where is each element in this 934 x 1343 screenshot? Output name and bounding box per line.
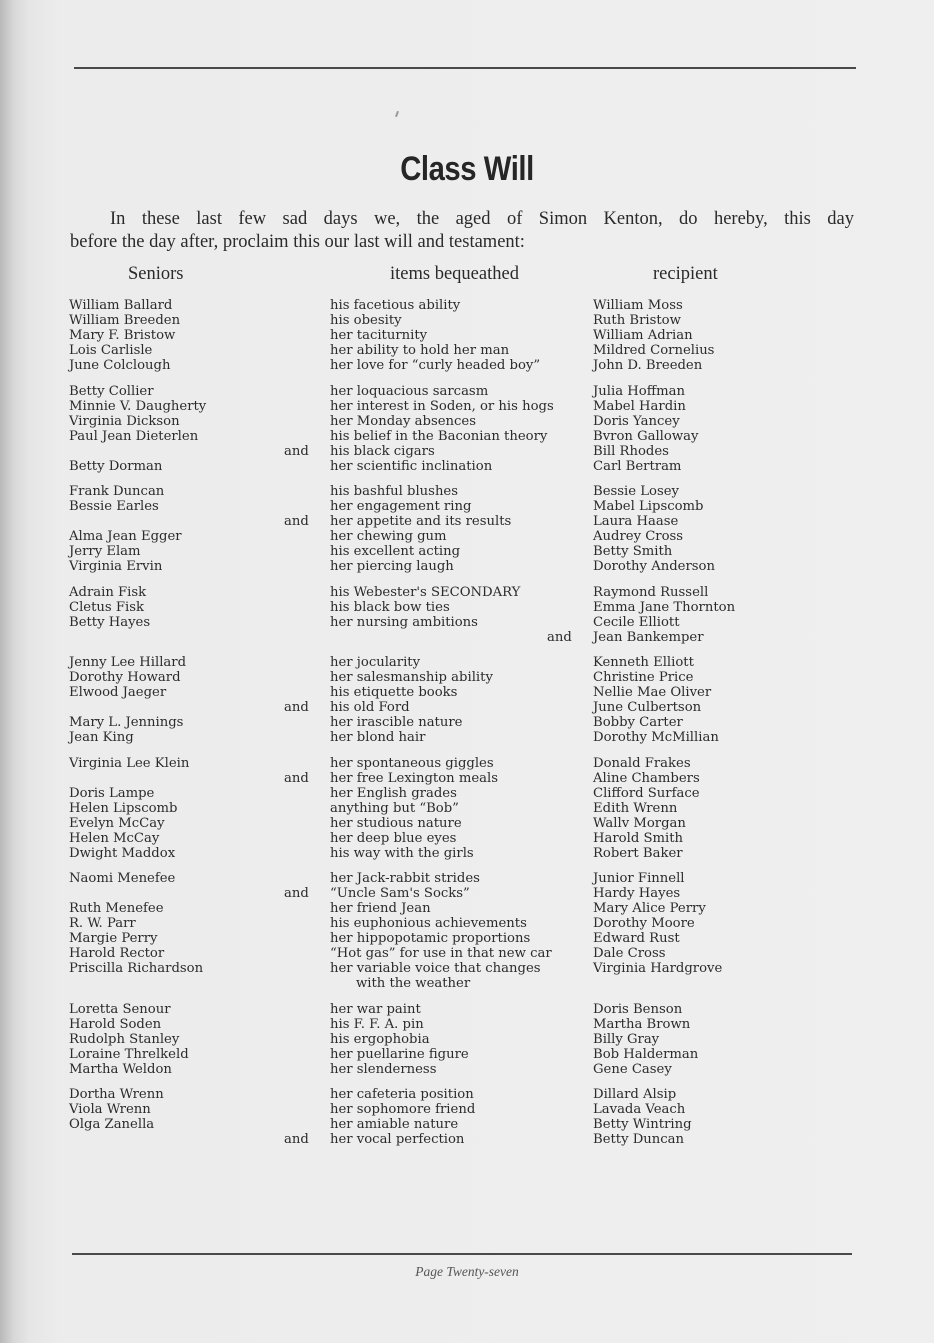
recipient-name: Dillard Alsip (593, 1087, 677, 1102)
senior-name: Adrain Fisk (69, 584, 147, 600)
table-row (0, 976, 934, 991)
item-bequeathed: her spontaneous giggles (330, 755, 494, 771)
recipient-name: Jean Bankemper (593, 629, 704, 645)
table-row (0, 615, 934, 630)
item-bequeathed: her puellarine figure (330, 1046, 469, 1062)
senior-name: Jenny Lee Hillard (69, 655, 187, 670)
senior-name: Elwood Jaeger (69, 685, 167, 700)
senior-name: Dortha Wrenn (69, 1087, 164, 1102)
table-row (0, 544, 934, 559)
senior-name: Naomi Menefee (69, 871, 176, 886)
senior-name: Doris Lampe (69, 785, 155, 801)
item-bequeathed: his black bow ties (330, 599, 450, 615)
item-bequeathed: her irascible nature (330, 715, 463, 730)
item-bequeathed: her piercing laugh (330, 559, 454, 574)
header-items: items bequeathed (390, 264, 519, 284)
table-row (0, 459, 934, 474)
recipient-name: Edward Rust (593, 931, 680, 946)
recipient-name: Ruth Bristow (593, 313, 681, 328)
table-row (0, 1132, 934, 1147)
recipient-name: Doris Benson (593, 1001, 683, 1017)
table-row (0, 715, 934, 730)
table-row (0, 846, 934, 861)
table-row (0, 529, 934, 544)
recipient-name: Carl Bertram (593, 458, 682, 474)
recipient-name: Julia Hoffman (593, 383, 685, 399)
recipient-name: Dorothy Moore (593, 916, 695, 931)
recipient-name: Mary Alice Perry (593, 901, 706, 916)
senior-name: June Colclough (69, 358, 171, 373)
senior-name: Mary F. Bristow (69, 328, 176, 343)
recipient-name: Lavada Veach (593, 1102, 686, 1117)
item-bequeathed: her variable voice that changes (330, 961, 541, 976)
recipient-name: Raymond Russell (593, 584, 709, 600)
table-row (0, 1102, 934, 1117)
item-bequeathed: his etiquette books (330, 685, 458, 700)
recipient-name: Emma Jane Thornton (593, 599, 736, 615)
table-row (0, 414, 934, 429)
senior-name: Dwight Maddox (69, 845, 176, 861)
intro-line-2: before the day after, proclaim this our last will and testament: (70, 232, 525, 252)
item-bequeathed: “Hot gas” for use in that new car (330, 946, 552, 961)
item-bequeathed: her vocal perfection (330, 1132, 465, 1147)
senior-name: Helen Lipscomb (69, 800, 178, 816)
item-bequeathed: his way with the girls (330, 845, 474, 861)
table-row (0, 630, 934, 645)
recipient-name: Doris Yancey (593, 413, 680, 429)
item-bequeathed: his excellent acting (330, 544, 461, 559)
recipient-name: Donald Frakes (593, 755, 691, 771)
item-bequeathed: her Monday absences (330, 413, 477, 429)
item-bequeathed: her cafeteria position (330, 1087, 474, 1102)
recipient-name: Robert Baker (593, 845, 683, 861)
item-bequeathed: her studious nature (330, 815, 462, 831)
recipient-name: Mabel Hardin (593, 398, 686, 414)
table-row (0, 655, 934, 670)
recipient-name: Dale Cross (593, 946, 666, 961)
table-row (0, 1002, 934, 1017)
item-bequeathed: her love for “curly headed boy” (330, 358, 541, 373)
intro-line-1: In these last few sad days we, the aged of Simon Kenton, do hereby, this day (110, 209, 854, 229)
senior-name: Martha Weldon (69, 1061, 172, 1077)
recipient-name: Laura Haase (593, 514, 679, 529)
item-bequeathed: her English grades (330, 785, 457, 801)
table-row (0, 771, 934, 786)
senior-name: Jean King (69, 730, 134, 745)
item-bequeathed: her slenderness (330, 1061, 437, 1077)
item-bequeathed: with the weather (356, 976, 471, 991)
recipient-name: Cecile Elliott (593, 614, 680, 630)
table-row (0, 1017, 934, 1032)
table-row (0, 961, 934, 976)
senior-name: Paul Jean Dieterlen (69, 428, 199, 444)
recipient-name: Hardy Hayes (593, 886, 681, 901)
senior-name: Jerry Elam (69, 544, 141, 559)
table-row (0, 600, 934, 615)
recipient-name: Virginia Hardgrove (593, 961, 723, 976)
senior-name: R. W. Parr (69, 916, 136, 931)
and-connector: and (284, 700, 309, 715)
item-bequeathed: “Uncle Sam's Socks” (330, 886, 470, 901)
recipient-name: Harold Smith (593, 830, 684, 846)
item-bequeathed: his obesity (330, 313, 402, 328)
item-bequeathed: his ergophobia (330, 1031, 430, 1047)
senior-name: Betty Hayes (69, 614, 151, 630)
senior-name: Loretta Senour (69, 1001, 171, 1017)
senior-name: William Breeden (69, 313, 181, 328)
senior-name: Betty Dorman (69, 458, 163, 474)
table-row (0, 399, 934, 414)
senior-name: Virginia Ervin (69, 559, 163, 574)
table-row (0, 700, 934, 715)
recipient-name: Christine Price (593, 670, 694, 685)
page-title: Class Will (400, 150, 534, 188)
item-bequeathed: her interest in Soden, or his hogs (330, 398, 554, 414)
senior-name: Minnie V. Daugherty (69, 398, 207, 414)
recipient-name: Audrey Cross (593, 529, 684, 544)
recipient-name: Billy Gray (593, 1031, 660, 1047)
recipient-name: Mabel Lipscomb (593, 499, 704, 514)
table-row (0, 801, 934, 816)
recipient-name: June Culbertson (593, 700, 702, 715)
table-row (0, 585, 934, 600)
senior-name: Harold Rector (69, 946, 165, 961)
recipient-name: Gene Casey (593, 1061, 672, 1077)
item-bequeathed: her appetite and its results (330, 514, 512, 529)
table-row (0, 871, 934, 886)
item-bequeathed: her salesmanship ability (330, 670, 493, 685)
item-bequeathed: his F. F. A. pin (330, 1016, 424, 1032)
recipient-name: Bvron Galloway (593, 428, 699, 444)
item-bequeathed: her war paint (330, 1001, 421, 1017)
item-bequeathed: her Jack-rabbit strides (330, 871, 480, 886)
page-number: Page Twenty-seven (415, 1264, 519, 1279)
table-row (0, 786, 934, 801)
senior-name: Alma Jean Egger (69, 529, 182, 544)
recipient-name: Bill Rhodes (593, 443, 669, 459)
recipient-name: Edith Wrenn (593, 800, 678, 816)
senior-name: Virginia Lee Klein (69, 755, 190, 771)
top-rule (74, 67, 856, 69)
item-bequeathed: anything but “Bob” (330, 800, 459, 816)
recipient-name: Martha Brown (593, 1016, 691, 1032)
table-row (0, 1087, 934, 1102)
item-bequeathed: her deep blue eyes (330, 830, 457, 846)
senior-name: Harold Soden (69, 1016, 162, 1032)
table-row (0, 685, 934, 700)
recipient-name: Betty Smith (593, 544, 673, 559)
recipient-name: John D. Breeden (593, 358, 703, 373)
item-bequeathed: her scientific inclination (330, 458, 493, 474)
recipient-name: William Adrian (593, 328, 693, 343)
table-row (0, 429, 934, 444)
recipient-name: Mildred Cornelius (593, 343, 715, 358)
table-row (0, 1117, 934, 1132)
senior-name: Evelyn McCay (69, 815, 165, 831)
item-bequeathed: his euphonious achievements (330, 916, 527, 931)
recipient-name: Junior Finnell (593, 871, 685, 886)
item-bequeathed: her sophomore friend (330, 1102, 476, 1117)
and-connector: and (547, 629, 572, 645)
table-row (0, 484, 934, 499)
table-row (0, 916, 934, 931)
senior-name: Rudolph Stanley (69, 1031, 180, 1047)
item-bequeathed: her amiable nature (330, 1117, 459, 1132)
and-connector: and (284, 443, 309, 459)
senior-name: Helen McCay (69, 830, 160, 846)
senior-name: Mary L. Jennings (69, 715, 184, 730)
table-row (0, 358, 934, 373)
item-bequeathed: her blond hair (330, 730, 426, 745)
item-bequeathed: his Webester's SECONDARY (330, 584, 521, 600)
item-bequeathed: his belief in the Baconian theory (330, 428, 548, 444)
item-bequeathed: her nursing ambitions (330, 614, 478, 630)
and-connector: and (284, 886, 309, 901)
and-connector: and (284, 1132, 309, 1147)
item-bequeathed: her loquacious sarcasm (330, 383, 489, 399)
recipient-name: Bob Halderman (593, 1046, 699, 1062)
print-speck (395, 111, 399, 117)
item-bequeathed: his bashful blushes (330, 484, 459, 499)
senior-name: Bessie Earles (69, 499, 159, 514)
senior-name: Lois Carlisle (69, 343, 153, 358)
table-row (0, 946, 934, 961)
recipient-name: Dorothy McMillian (593, 730, 719, 745)
recipient-name: Nellie Mae Oliver (593, 685, 712, 700)
recipient-name: Bessie Losey (593, 484, 679, 499)
table-row (0, 514, 934, 529)
recipient-name: Bobby Carter (593, 715, 683, 730)
senior-name: Olga Zanella (69, 1117, 155, 1132)
item-bequeathed: her taciturnity (330, 328, 428, 343)
recipient-name: Betty Duncan (593, 1132, 685, 1147)
item-bequeathed: her ability to hold her man (330, 343, 510, 358)
item-bequeathed: his facetious ability (330, 298, 461, 313)
table-row (0, 1032, 934, 1047)
senior-name: Virginia Dickson (69, 413, 180, 429)
recipient-name: Clifford Surface (593, 785, 700, 801)
item-bequeathed: her hippopotamic proportions (330, 931, 531, 946)
will-table (0, 298, 934, 1147)
recipient-name: William Moss (593, 298, 683, 313)
recipient-name: Dorothy Anderson (593, 559, 715, 574)
senior-name: Priscilla Richardson (69, 961, 204, 976)
item-bequeathed: his old Ford (330, 700, 410, 715)
table-row (0, 559, 934, 574)
table-row (0, 756, 934, 771)
senior-name: Margie Perry (69, 931, 158, 946)
senior-name: Dorothy Howard (69, 670, 181, 685)
senior-name: Loraine Threlkeld (69, 1046, 189, 1062)
item-bequeathed: her jocularity (330, 655, 421, 670)
header-recipient: recipient (653, 264, 718, 284)
table-row (0, 444, 934, 459)
item-bequeathed: her friend Jean (330, 901, 431, 916)
item-bequeathed: her free Lexington meals (330, 770, 499, 786)
intro-paragraph (70, 208, 854, 254)
and-connector: and (284, 514, 309, 529)
table-row (0, 1047, 934, 1062)
table-row (0, 499, 934, 514)
recipient-name: Aline Chambers (593, 770, 700, 786)
senior-name: Ruth Menefee (69, 901, 164, 916)
table-row (0, 384, 934, 399)
recipient-name: Kenneth Elliott (593, 655, 694, 670)
senior-name: Cletus Fisk (69, 599, 144, 615)
table-row (0, 831, 934, 846)
bottom-rule (72, 1253, 852, 1255)
recipient-name: Betty Wintring (593, 1117, 692, 1132)
table-row (0, 670, 934, 685)
table-row (0, 730, 934, 745)
table-row (0, 901, 934, 916)
senior-name: Betty Collier (69, 383, 154, 399)
senior-name: Frank Duncan (69, 484, 165, 499)
item-bequeathed: her chewing gum (330, 529, 447, 544)
table-row (0, 816, 934, 831)
table-row (0, 886, 934, 901)
table-row (0, 328, 934, 343)
senior-name: William Ballard (69, 298, 173, 313)
senior-name: Viola Wrenn (69, 1102, 151, 1117)
header-seniors: Seniors (128, 264, 184, 284)
and-connector: and (284, 770, 309, 786)
table-row (0, 1062, 934, 1077)
table-row (0, 298, 934, 313)
item-bequeathed: her engagement ring (330, 499, 472, 514)
table-row (0, 313, 934, 328)
item-bequeathed: his black cigars (330, 443, 435, 459)
table-row (0, 343, 934, 358)
recipient-name: Wallv Morgan (593, 815, 686, 831)
table-row (0, 931, 934, 946)
